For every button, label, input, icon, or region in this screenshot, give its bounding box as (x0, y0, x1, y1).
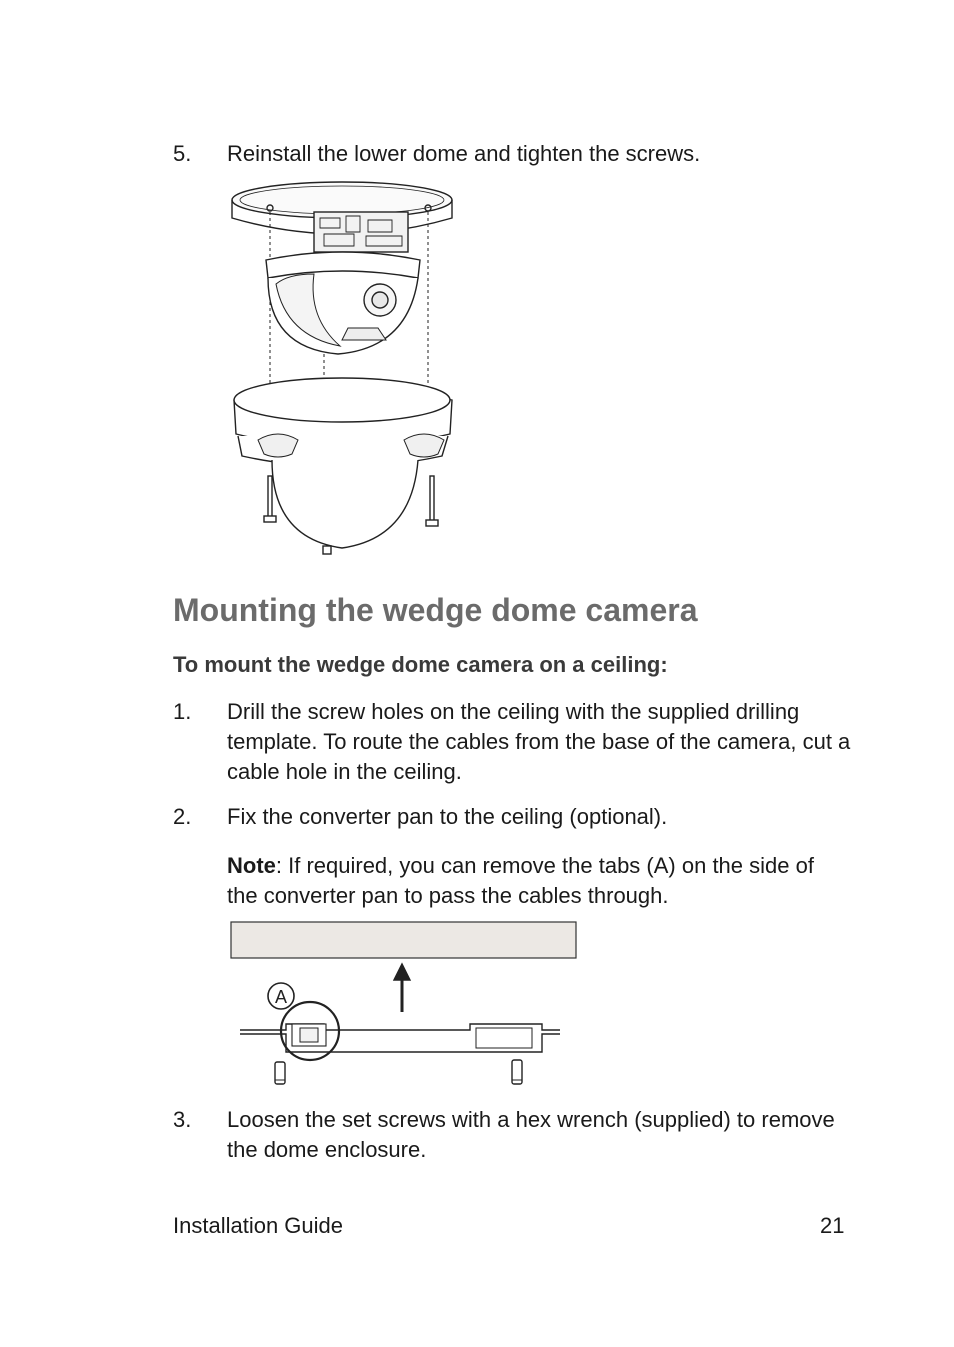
step-2-text: Fix the converter pan to the ceiling (optional). (227, 804, 668, 829)
callout-label-a: A (274, 987, 288, 1007)
converter-pan-illustration (230, 920, 578, 1092)
page-number: 21 (820, 1213, 845, 1238)
step-1-text: Drill the screw holes on the ceiling with the supplied drilling template. To route the cables from the base of the camera, cut a cable hole in the ceiling. (227, 699, 851, 784)
procedure-subheading: To mount the wedge dome camera on a ceiling: (173, 652, 668, 677)
step-3-number: 3. (173, 1107, 192, 1132)
note-text: : If required, you can remove the tabs (A) on the side of the converter pan to pass the cables through. (227, 853, 814, 908)
step-1-number: 1. (173, 699, 192, 724)
footer-title: Installation Guide (173, 1213, 343, 1238)
step-5-text: Reinstall the lower dome and tighten the screws. (227, 141, 701, 166)
step-2-number: 2. (173, 804, 192, 829)
note-label: Note (227, 853, 276, 878)
note-paragraph (227, 851, 827, 911)
dome-camera-assembly-illustration (228, 178, 458, 560)
section-heading: Mounting the wedge dome camera (173, 592, 698, 628)
step-5-number: 5. (173, 141, 192, 166)
step-3-text: Loosen the set screws with a hex wrench (supplied) to remove the dome enclosure. (227, 1107, 835, 1162)
